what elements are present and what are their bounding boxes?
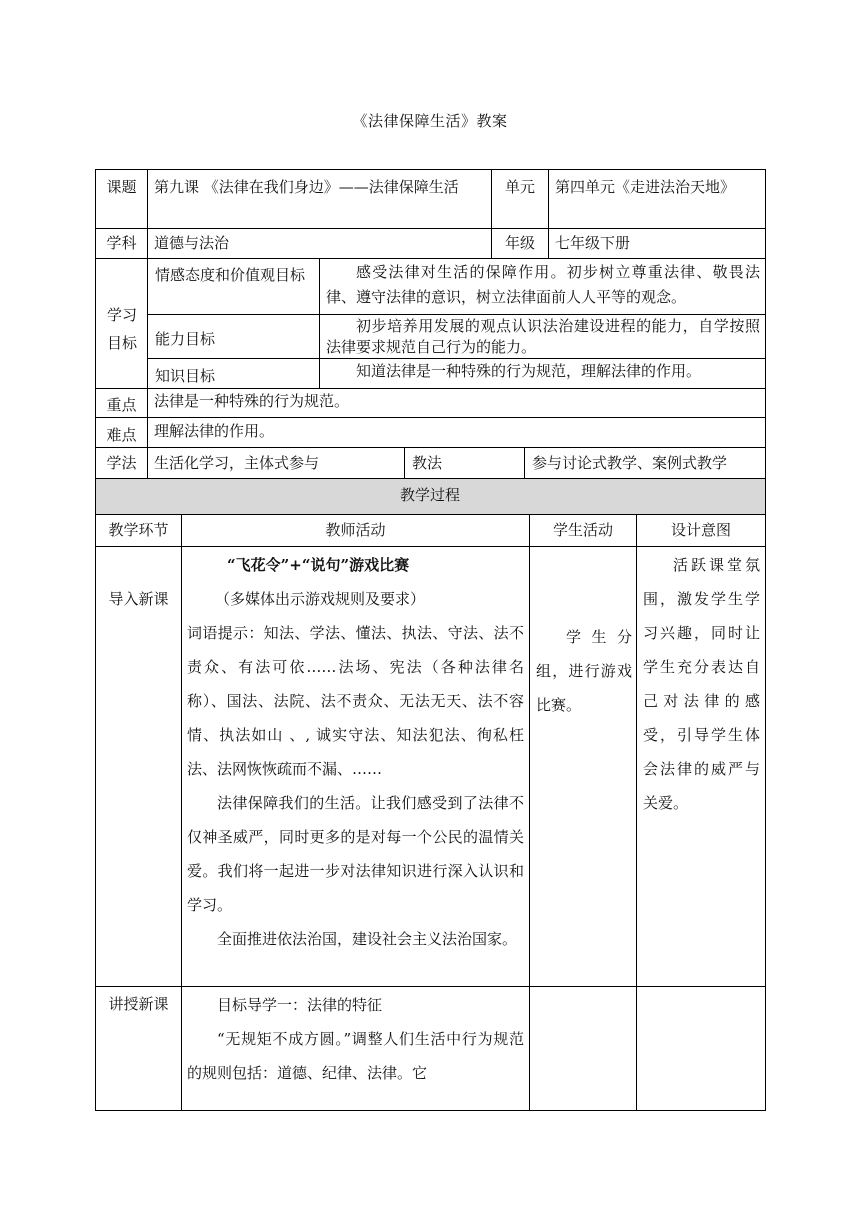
key-value: 法律是一种特殊的行为规范。 (154, 392, 350, 410)
study-method-value: 生活化学习，主体式参与 (154, 454, 320, 472)
document-title: 《法律保障生活》教案 (352, 112, 508, 130)
column-header-stage: 教学环节 (108, 521, 169, 539)
objectives-label: 学习目标 (106, 306, 137, 352)
table-border (95, 478, 766, 479)
lecture-stage: 讲授新课 (108, 995, 169, 1013)
table-border (181, 514, 182, 1111)
objective-label-knowledge: 知识目标 (155, 367, 216, 385)
course-label: 课题 (106, 178, 137, 196)
unit-value: 第四单元《走进法治天地》 (555, 178, 736, 196)
table-border (95, 169, 766, 170)
table-border (147, 314, 766, 315)
table-border (529, 514, 530, 1111)
intro-design-intent: 活跃课堂氛围，激发学生学习兴趣，同时让学生充分表达自己对法律的感受，引导学生体会法律的威严与关爱。 (643, 556, 760, 812)
course-value: 第九课 《法律在我们身边》——法律保障生活 (154, 178, 459, 196)
column-header-teacher: 教师活动 (325, 521, 386, 539)
key-label: 重点 (106, 396, 137, 414)
objective-label-emotion: 情感态度和价值观目标 (155, 266, 306, 284)
table-border (95, 1110, 766, 1111)
grade-label: 年级 (504, 234, 535, 252)
table-border (95, 514, 766, 515)
intro-note: （多媒体出示游戏规则及要求） (215, 590, 426, 608)
table-border (147, 169, 148, 478)
intro-stage: 导入新课 (108, 590, 169, 608)
objective-text-knowledge (322, 360, 764, 383)
objective-text-knowledge-content: 知道法律是一种特殊的行为规范，理解法律的作用。 (356, 362, 702, 380)
intro-student-activity: 学生分组，进行游戏比赛。 (536, 628, 632, 714)
table-border (95, 169, 96, 1111)
intro-paragraph-2: 法律保障我们的生活。让我们感受到了法律不仅神圣威严，同时更多的是对每一个公民的温情关爱。我们将一起进一步对法律知识进行深入认识和学习。 (187, 794, 524, 914)
table-border (95, 546, 766, 547)
table-border (147, 358, 766, 359)
table-border (319, 258, 320, 388)
table-border (95, 258, 766, 259)
lecture-heading: 目标导学一：法律的特征 (217, 996, 383, 1014)
lecture-paragraph-1: “无规矩不成方圆。”调整人们生活中行为规范的规则包括：道德、纪律、法律。它 (187, 1030, 524, 1082)
objective-label-ability: 能力目标 (155, 330, 216, 348)
unit-label: 单元 (504, 178, 535, 196)
table-border (765, 169, 766, 1111)
subject-label: 学科 (106, 234, 137, 252)
objective-text-emotion-content: 感受法律对生活的保障作用。初步树立尊重法律、敬畏法律、遵守法律的意识，树立法律面前人人平等的观念。 (326, 263, 760, 306)
objective-text-emotion (322, 260, 764, 310)
table-border (548, 169, 549, 258)
intro-heading: “飞花令”+“说句”游戏比赛 (227, 556, 410, 574)
intro-paragraph-3: 全面推进依法治国，建设社会主义法治国家。 (217, 930, 518, 948)
teach-method-label: 教法 (412, 454, 443, 472)
difficult-value: 理解法律的作用。 (154, 422, 275, 440)
table-border (95, 417, 766, 418)
process-header: 教学过程 (399, 486, 460, 504)
table-border (95, 986, 766, 987)
objective-text-ability-content: 初步培养用发展的观点认识法治建设进程的能力，自学按照法律要求规范自己行为的能力。 (326, 317, 760, 356)
intro-paragraph-1: 词语提示：知法、学法、懂法、执法、守法、法不责众、有法可依……法场、宪法（各种法律名称）、国法、法院、法不责众、无法无天、法不容情、执法如山 、, 诚实守法、知法犯法、徇私枉法、法网恢恢疏而不漏、…… (187, 624, 524, 778)
grade-value: 七年级下册 (555, 234, 631, 252)
table-border (95, 388, 766, 389)
table-border (404, 447, 405, 478)
subject-value: 道德与法治 (154, 234, 230, 252)
intro-teacher-activity (187, 548, 524, 956)
column-header-intent: 设计意图 (670, 521, 731, 539)
difficult-label: 难点 (106, 426, 137, 444)
study-method-label: 学法 (106, 454, 137, 472)
table-border (636, 514, 637, 1111)
table-border (95, 447, 766, 448)
teach-method-value: 参与讨论式教学、案例式教学 (532, 454, 728, 472)
table-border (95, 228, 766, 229)
table-border (524, 447, 525, 478)
column-header-student: 学生活动 (552, 521, 613, 539)
lecture-teacher-activity (187, 988, 524, 1090)
objective-text-ability (322, 316, 764, 358)
